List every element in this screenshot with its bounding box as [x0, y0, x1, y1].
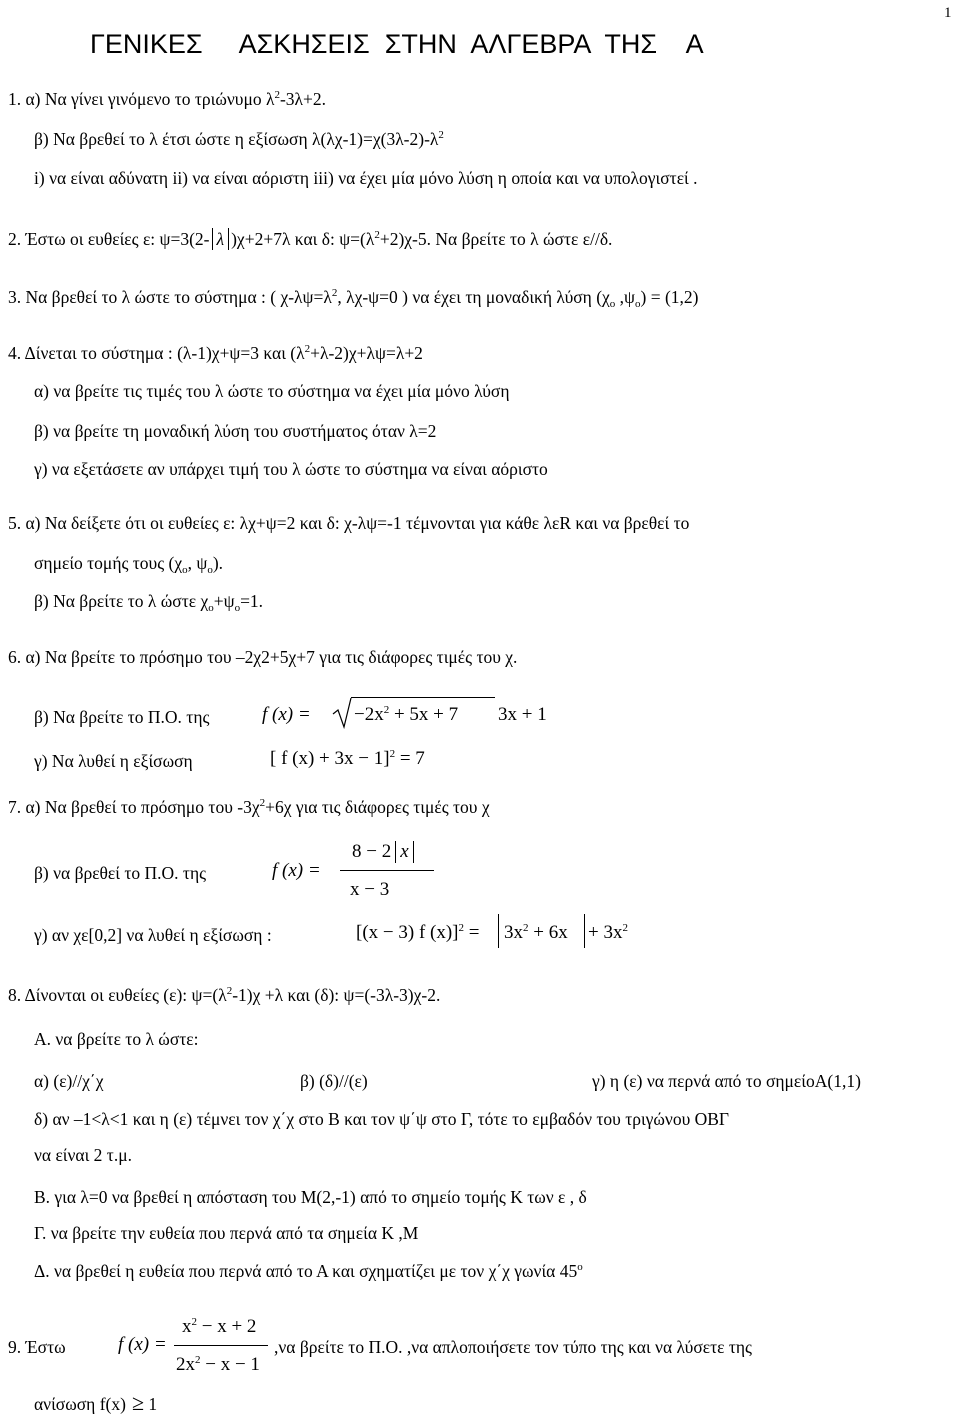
ex6-line1: 6. α) Να βρείτε το πρόσημο του –2χ2+5χ+7 για τις διάφορες τιμές του χ. — [8, 647, 518, 667]
ex7-b-lhs: f (x) = — [272, 860, 321, 881]
ex8-G: Γ. να βρείτε την ευθεία που περνά από τα σημεία Κ ,Μ — [34, 1223, 419, 1243]
abs-right-bar — [584, 914, 585, 948]
ex2-line: 2. Έστω οι ευθείες ε: ψ=3(2- λ )χ+2+7λ και δ: $\psi=(\lambda^2+2)\chi-5$. Να βρείτε το λ ώστε ε//δ. — [8, 229, 613, 249]
ex8-a: α) (ε)//χ΄χ — [34, 1071, 104, 1091]
ex5-line1: 5. α) Να δείξετε ότι οι ευθείες ε: λχ+ψ=2 και δ: χ-λψ=-1 τέμνονται για κάθε λεR και να βρεθεί το — [8, 513, 690, 533]
ex6-rest: 3x + 1 — [498, 704, 547, 725]
ex8-d2: να είναι 2 τ.μ. — [34, 1145, 132, 1165]
ex6-b-formula: f (x) = — [262, 704, 311, 725]
ex7-c-text: γ) αν χε[0,2] να λυθεί η εξίσωση : — [34, 925, 272, 945]
ex9-text: 9. Έστω — [8, 1337, 66, 1357]
minus-sign: − — [354, 704, 365, 725]
abs-left-bar — [498, 914, 499, 948]
ex7-line1: 7. α) Να βρεθεί το πρόσημο του $-3\chi^2+6\chi$ για τις διάφορες τιμές του χ — [8, 797, 490, 817]
ex9-numerator: $x^2 - x + 2$ — [182, 1316, 257, 1337]
ex7-fraction-bar — [340, 870, 434, 871]
ex8-D: Δ. να βρεθεί η ευθεία που περνά από το Α και σχηματίζει με τον χ΄χ γωνία $45^o$ — [34, 1261, 583, 1281]
ex9-line2: ανίσωση f(x) ≥ 1 — [34, 1390, 158, 1415]
ex8-b: β) (δ)//(ε) — [300, 1071, 368, 1091]
ex8-line1: 8. Δίνονται οι ευθείες (ε): $\psi=(\lambda^2-1)\chi +\lambda$ και (δ): ψ=(-3λ-3)χ-2. — [8, 985, 441, 1005]
ex5-line2: σημείο τομής τους ($\chi_o$, $\psi_o$). — [34, 553, 224, 576]
ex9-rest: ,να βρείτε το Π.Ο. ,να απλοποιήσετε τον τύπο της και να λύσετε της — [274, 1337, 752, 1357]
ex6-sqrt-bar — [351, 697, 495, 698]
ex9-denominator: $2x^2 - x - 1$ — [176, 1354, 260, 1375]
ex4-b: β) να βρείτε τη μοναδική λύση του συστήματος όταν λ=2 — [34, 421, 437, 441]
ex1-line1: 1. α) Να γίνει γινόμενο το τριώνυμο $\lambda^2-3\lambda+2$. — [8, 89, 326, 109]
ex7-c-rest: + $3x^2$ — [588, 922, 628, 943]
ex1-line2: β) Να βρεθεί το λ έτσι ώστε η εξίσωση $\lambda(\lambda\chi-1)=\chi(3\lambda-2)-\lambda^2$ — [34, 129, 444, 149]
ex7-numerator: 8 − 2 x — [352, 841, 414, 863]
ex9-lhs: f (x) = — [118, 1334, 167, 1355]
ex6-c-formula: [ f (x) + 3x − 1]$^2$ = 7 — [270, 748, 425, 769]
abs-x: x — [395, 841, 413, 863]
ex7-denominator: x − 3 — [350, 879, 390, 900]
ex4-line1: 4. Δίνεται το σύστημα : (λ-1)χ+ψ=3 και $(\lambda^2+\lambda-2)\chi+\lambda\psi=\lambda+2$ — [8, 343, 423, 363]
page-title: ΓΕΝΙΚΕΣ ΑΣΚΗΣΕΙΣ ΣΤΗΝ ΑΛΓΕΒΡΑ ΤΗΣ Α — [90, 29, 704, 59]
ex7-c-formula: [(x − 3) f (x)]$^2$ = — [356, 922, 480, 943]
ex5-line3: β) Να βρείτε το λ ώστε $\chi_o+\psi_o=1$. — [34, 591, 264, 614]
ex1-line3: i) να είναι αδύνατη ii) να είναι αόριστη iii) να έχει μία μόνο λύση η οποία και να υπολογιστεί . — [34, 168, 698, 188]
ex7-b-text: β) να βρεθεί το Π.Ο. της — [34, 863, 207, 883]
ex6-radicand: $-2x^2 + 5x + 7$ — [354, 704, 459, 725]
abs-lambda: λ — [212, 228, 230, 250]
ex9-fraction-bar — [174, 1345, 268, 1346]
ex7-c-abs: $3x^2 + 6x$ — [504, 922, 568, 943]
page-number: 1 — [944, 5, 952, 21]
ex8-B: Β. για λ=0 να βρεθεί η απόσταση του Μ(2,-1) από το σημείο τομής Κ των ε , δ — [34, 1187, 587, 1207]
ex3-line: 3. Να βρεθεί το λ ώστε το σύστημα : ( $\chi-\lambda\psi=\lambda^2$, λχ-ψ=0 ) να έχει τη μοναδική λύση ($\chi_o$ $,\psi_o) = (1,2)$ — [8, 287, 699, 310]
ex8-A: Α. να βρείτε το λ ώστε: — [34, 1029, 199, 1049]
ex6-sqrt-sign — [332, 696, 352, 730]
ex6-c-text: γ) Να λυθεί η εξίσωση — [34, 751, 193, 771]
geq-symbol: ≥ — [131, 1390, 145, 1415]
ex6-b-text: β) Να βρείτε το Π.Ο. της — [34, 707, 210, 727]
ex4-c: γ) να εξετάσετε αν υπάρχει τιμή του λ ώστε το σύστημα να είναι αόριστο — [34, 459, 548, 479]
ex8-d1: δ) αν –1<λ<1 και η (ε) τέμνει τον χ΄χ στο Β και τον ψ΄ψ στο Γ, τότε το εμβαδόν του τριγώνου ΟΒΓ — [34, 1109, 730, 1129]
ex4-a: α) να βρείτε τις τιμές του λ ώστε το σύστημα να έχει μία μόνο λύση — [34, 381, 510, 401]
ex8-c: γ) η (ε) να περνά από το σημείοΑ(1,1) — [592, 1071, 861, 1091]
